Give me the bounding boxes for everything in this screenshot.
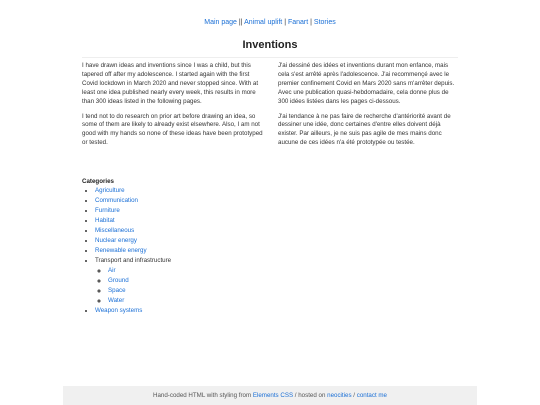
category-link-furniture[interactable]: Furniture: [95, 207, 120, 214]
page-footer: [63, 386, 477, 405]
transport-sublist: [95, 266, 171, 306]
categories-list: [82, 186, 171, 316]
categories-heading: Categories: [82, 178, 114, 185]
page-title: Inventions: [242, 39, 298, 51]
title-divider: [82, 57, 458, 58]
list-item: [95, 306, 171, 316]
category-link-ground[interactable]: Ground: [108, 277, 129, 284]
category-link-communication[interactable]: Communication: [95, 197, 138, 204]
category-link-renewable-energy[interactable]: Renewable energy: [95, 247, 147, 254]
nav-link-stories[interactable]: Stories: [313, 19, 336, 26]
nav-link-animal-uplift[interactable]: Animal uplift: [244, 19, 283, 26]
footer-link-contact[interactable]: contact me: [356, 392, 387, 399]
list-item: [95, 236, 171, 246]
list-item: [95, 256, 171, 306]
category-label-transport: Transport and infrastructure: [95, 257, 172, 264]
nav-separator: |: [308, 19, 314, 26]
category-link-water[interactable]: Water: [108, 297, 125, 304]
footer-link-elements-css[interactable]: Elements CSS: [252, 392, 294, 399]
english-column: [82, 62, 265, 154]
nav-link-fanart[interactable]: Fanart: [287, 19, 309, 26]
list-item: [108, 296, 171, 306]
category-link-miscellaneous[interactable]: Miscellaneous: [95, 227, 135, 234]
list-item: [108, 266, 171, 276]
list-item: [95, 206, 171, 216]
french-column: [278, 62, 460, 154]
nav-separator: |: [282, 19, 288, 26]
footer-text: / hosted on: [293, 392, 328, 399]
categories-section: [82, 177, 171, 316]
french-paragraph-1: J'ai dessiné des idées et inventions durant mon enfance, mais cela s'est arrêté après l'adolescence. J'ai recommençé avec le premier confinement Covid en Mars 2020 sans m'arrêter depuis. Avec une publication quasi-hebdomadaire, cela donne plus de 300 idées listées dans les pages ci-dessous.: [278, 62, 455, 105]
list-item: [108, 276, 171, 286]
list-item: [95, 216, 171, 226]
list-item: [108, 286, 171, 296]
category-link-air[interactable]: Air: [108, 267, 116, 274]
nav-link-main-page[interactable]: Main page: [204, 19, 237, 26]
footer-text: Hand-coded HTML with styling from: [153, 392, 253, 399]
list-item: [95, 186, 171, 196]
category-link-agriculture[interactable]: Agriculture: [95, 187, 125, 194]
english-paragraph-2: I tend not to do research on prior art before drawing an idea, so some of them are likely to already exist elsewhere. Also, I am not good with my hands so none of these ideas have been prototyped or tested.: [82, 112, 263, 147]
list-item: [95, 246, 171, 256]
list-item: [95, 226, 171, 236]
list-item: [95, 196, 171, 206]
french-paragraph-2: J'ai tendance à ne pas faire de recherche d'antériorité avant de dessiner une idée, donc certaines d'entre elles doivent déjà exister. Par ailleurs, je ne suis pas agile de mes mains donc aucune de ces idées n'a été prototypée ou testée.: [278, 112, 451, 147]
nav-separator: ||: [236, 19, 245, 26]
category-link-habitat[interactable]: Habitat: [95, 217, 115, 224]
category-link-nuclear-energy[interactable]: Nuclear energy: [95, 237, 137, 244]
footer-link-neocities[interactable]: neocities: [327, 392, 352, 399]
english-paragraph-1: I have drawn ideas and inventions since I was a child, but this tapered off after my adolescence. I started again with the first Covid lockdown in March 2020 and never stopped since. With at least one idea published nearly every week, this results in more than 300 ideas listed in the following pages.: [82, 62, 259, 105]
top-navigation: [0, 19, 540, 26]
footer-text: /: [351, 392, 357, 399]
category-link-space[interactable]: Space: [108, 287, 126, 294]
category-link-weapon-systems[interactable]: Weapon systems: [95, 307, 143, 314]
